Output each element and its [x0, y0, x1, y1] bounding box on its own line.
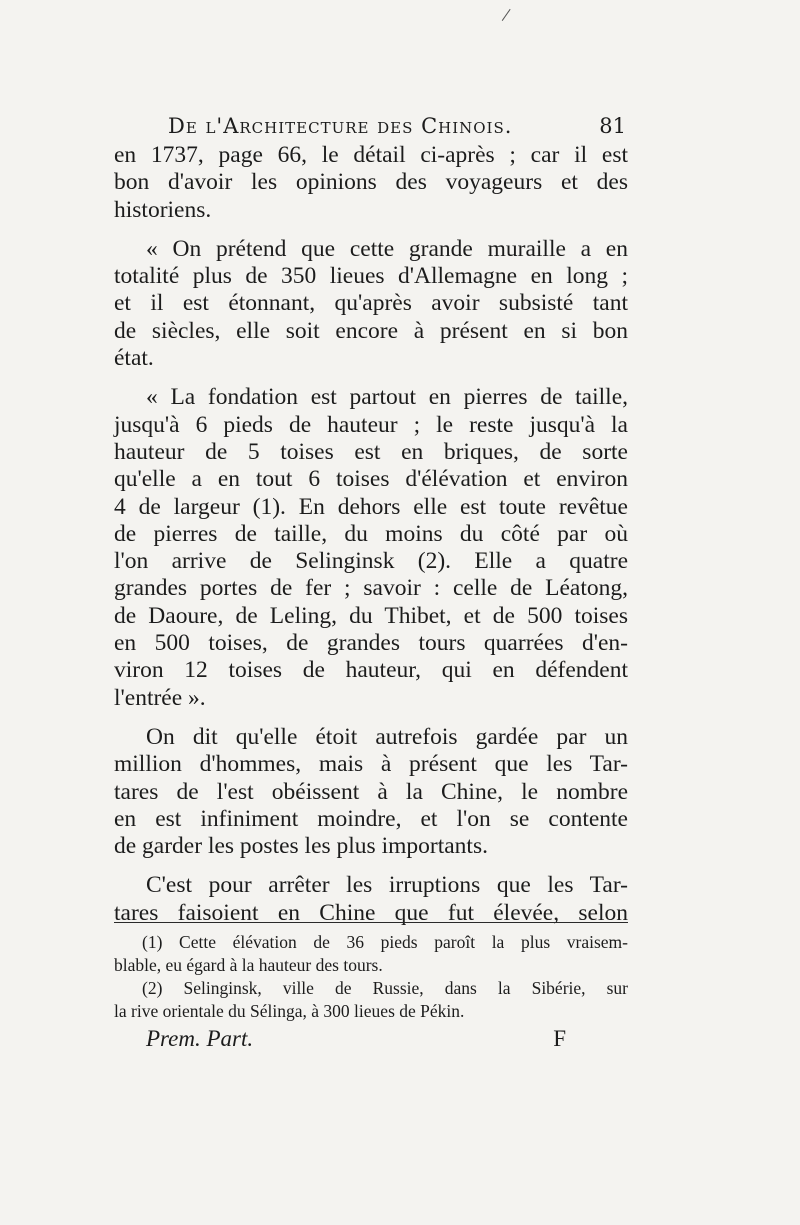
text-line: et il est étonnant, qu'après avoir subsisté tant	[114, 290, 628, 317]
text-line: l'entrée ».	[114, 684, 206, 711]
text-line: en 1737, page 66, le détail ci-après ; car il est	[114, 142, 628, 168]
text-line: jusqu'à 6 pieds de hauteur ; le reste jusqu'à la	[114, 411, 628, 438]
page-number: 81	[599, 114, 626, 138]
text-line: de garder les postes les plus importants.	[114, 833, 488, 860]
text-line: l'on arrive de Selinginsk (2). Elle a quatre	[114, 548, 628, 575]
footnote-line: blable, eu égard à la hauteur des tours.	[114, 955, 383, 975]
text-line: viron 12 toises de hauteur, qui en défendent	[114, 657, 628, 684]
text-line: état.	[114, 345, 154, 372]
text-line: de siècles, elle soit encore à présent en si bon	[114, 317, 628, 344]
footnote-rule	[114, 922, 628, 923]
text-line: grandes portes de fer ; savoir : celle de Léatong,	[114, 575, 628, 602]
text-line: de Daoure, de Leling, du Thibet, et de 500 toises	[114, 602, 628, 629]
text-line: tares de l'est obéissent à la Chine, le nombre	[114, 778, 628, 805]
text-line: historiens.	[114, 196, 212, 223]
text-line: hauteur de 5 toises est en briques, de sorte	[114, 438, 628, 465]
footnote-line: (1) Cette élévation de 36 pieds paroît la plus vraisem-	[142, 932, 628, 952]
text-line: tares faisoient en Chine que fut élevée, selon	[114, 899, 628, 926]
stray-pen-mark	[502, 9, 512, 22]
printer-signature	[146, 1026, 566, 1056]
footnote-line: (2) Selinginsk, ville de Russie, dans la Sibérie, sur	[142, 978, 628, 998]
footnote-line: la rive orientale du Sélinga, à 300 lieues de Pékin.	[114, 1001, 465, 1021]
text-line: en est infiniment moindre, et l'on se contente	[114, 805, 628, 832]
main-text	[114, 142, 628, 927]
text-line: totalité plus de 350 lieues d'Allemagne en long ;	[114, 263, 628, 290]
text-line: de pierres de taille, du moins du côté par où	[114, 520, 628, 547]
text-line: C'est pour arrêter les irruptions que les Tar-	[146, 872, 628, 899]
running-title: De l'Architecture des Chinois.	[168, 114, 513, 138]
text-line: « La fondation est partout en pierres de taille,	[146, 384, 628, 411]
signature-text: Prem. Part.	[146, 1026, 254, 1051]
text-line: million d'hommes, mais à présent que les Tar-	[114, 751, 628, 778]
text-line: « On prétend que cette grande muraille a en	[146, 235, 628, 262]
signature-mark: F	[553, 1026, 566, 1051]
footnotes	[114, 931, 628, 1023]
text-line: en 500 toises, de grandes tours quarrées d'en-	[114, 630, 628, 657]
text-line: qu'elle a en tout 6 toises d'élévation et environ	[114, 466, 628, 493]
text-line: bon d'avoir les opinions des voyageurs et des	[114, 169, 628, 196]
running-header	[168, 114, 628, 144]
text-line: 4 de largeur (1). En dehors elle est toute revêtue	[114, 493, 628, 520]
text-line: On dit qu'elle étoit autrefois gardée par un	[146, 723, 628, 750]
